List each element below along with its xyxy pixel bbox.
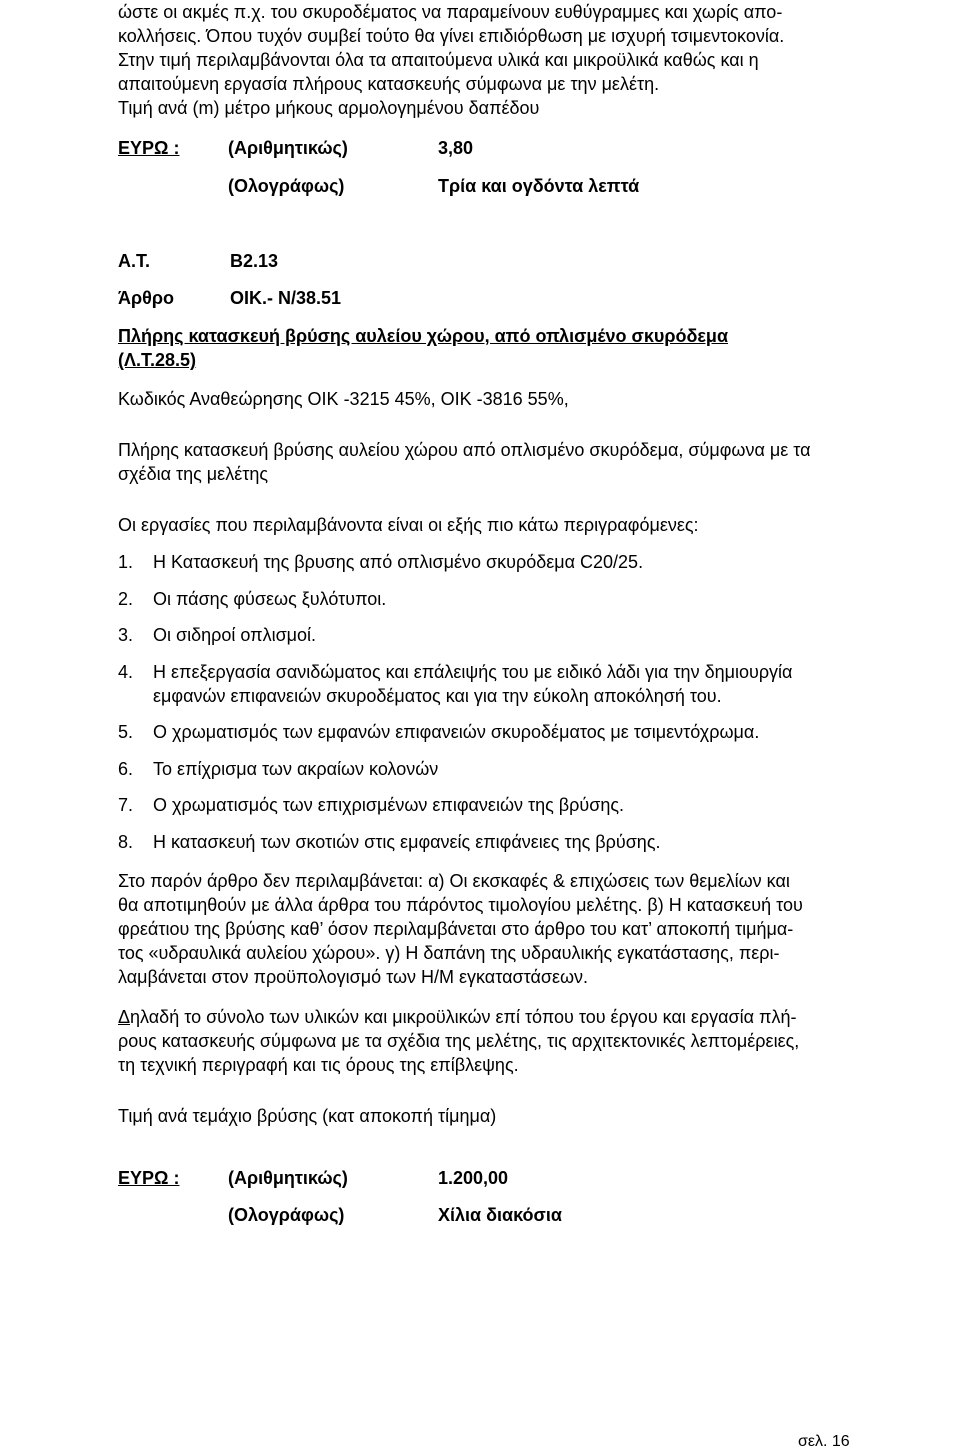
- price-words-row: [118, 1203, 954, 1227]
- list-number: 4.: [118, 662, 134, 682]
- article-at-row: [118, 249, 954, 273]
- article-title: [118, 324, 954, 372]
- list-item: [118, 830, 954, 854]
- article-title-line: Πλήρης κατασκευή βρύσης αυλείου χώρου, από οπλισμένο σκυρόδεμα: [118, 326, 729, 346]
- list-number: 7.: [118, 795, 134, 815]
- page-number: σελ. 16: [798, 1433, 850, 1450]
- list-text: Η κατασκευή των σκοτιών στις εμφανείς επιφάνειες της βρύσης.: [153, 832, 661, 852]
- currency-label: ΕΥΡΩ :: [118, 138, 180, 158]
- price-numeric-row: [118, 1166, 954, 1190]
- exclusions-paragraph: [118, 869, 954, 989]
- revision-code: Κωδικός Αναθεώρησης ΟΙΚ -3215 45%, ΟΙΚ -3816 55%,: [118, 389, 569, 409]
- numeric-value: 1.200,00: [438, 1168, 509, 1188]
- list-item: [118, 793, 954, 817]
- unit-price-text: Τιμή ανά (m) μέτρο μήκους αρμολογημένου δαπέδου: [118, 98, 540, 118]
- article-number-row: [118, 286, 954, 310]
- price-numeric-row: [118, 136, 954, 160]
- intro-line: Στην τιμή περιλαμβάνονται όλα τα απαιτούμενα υλικά και μικροϋλικά καθώς και η: [118, 50, 759, 70]
- description-line: σχέδια της μελέτης: [118, 464, 269, 484]
- intro-paragraph: [118, 0, 954, 120]
- summary-line: τη τεχνική περιγραφή και τις όρους της επίβλεψης.: [118, 1055, 519, 1075]
- list-text: Οι πάσης φύσεως ξυλότυποι.: [153, 589, 387, 609]
- intro-line: απαιτούμενη εργασία πλήρους κατασκευής σύμφωνα με την μελέτη.: [118, 74, 660, 94]
- list-item: [118, 757, 954, 781]
- list-number: 8.: [118, 832, 134, 852]
- list-item: [118, 623, 954, 647]
- list-number: 2.: [118, 589, 134, 609]
- list-item: [118, 587, 954, 611]
- list-text: Ο χρωματισμός των επιχρισμένων επιφανειών της βρύσης.: [153, 795, 625, 815]
- at-value: Β2.13: [230, 251, 279, 271]
- article-title-line: (Λ.Τ.28.5): [118, 350, 197, 370]
- exclusions-line: φρεάτιου της βρύσης καθ’ όσον περιλαμβάνεται στο άρθρο του κατ’ αποκοπή τιμήμα-: [118, 919, 794, 939]
- numeric-value: 3,80: [438, 138, 474, 158]
- list-text: Η επεξεργασία σανιδώματος και επάλειψής του με ειδικό λάδι για την δημιουργία: [153, 662, 793, 682]
- words-label: (Ολογράφως): [228, 1205, 345, 1225]
- summary-initial: Δ: [118, 1007, 131, 1027]
- list-item: [118, 550, 954, 574]
- list-number: 6.: [118, 759, 134, 779]
- works-intro: Οι εργασίες που περιλαμβάνοντα είναι οι εξής πιο κάτω περιγραφόμενες:: [118, 515, 699, 535]
- list-text: Ο χρωματισμός των εμφανών επιφανειών σκυροδέματος με τσιμεντόχρωμα.: [153, 722, 760, 742]
- summary-line: [118, 1005, 954, 1029]
- at-label: Α.Τ.: [118, 251, 151, 271]
- article-label: Άρθρο: [118, 288, 174, 308]
- exclusions-line: Στο παρόν άρθρο δεν περιλαμβάνεται: α) Οι εκσκαφές & επιχώσεις των θεμελίων και: [118, 871, 790, 891]
- list-item: [118, 720, 954, 744]
- list-number: 1.: [118, 552, 134, 572]
- list-text: Η Κατασκευή της βρυσης από οπλισμένο σκυρόδεμα C20/25.: [153, 552, 644, 572]
- summary-line: ρους κατασκευής σύμφωνα με τα σχέδια της μελέτης, τις αρχιτεκτονικές λεπτομέρειες,: [118, 1031, 800, 1051]
- list-number: 5.: [118, 722, 134, 742]
- words-value: Χίλια διακόσια: [438, 1205, 562, 1225]
- description-paragraph: [118, 438, 954, 486]
- intro-line: ώστε οι ακμές π.χ. του σκυροδέματος να παραμείνουν ευθύγραμμες και χωρίς απο-: [118, 2, 783, 22]
- summary-line-rest: ηλαδή το σύνολο των υλικών και μικροϋλικών επί τόπου του έργου και εργασία πλή-: [130, 1007, 797, 1027]
- list-text-continued: εμφανών επιφανειών σκυροδέματος και για την εύκολη αποκόλησή του.: [153, 686, 722, 706]
- price-words-row: [118, 174, 954, 198]
- exclusions-line: τος «υδραυλικά αυλείου χώρου». γ) Η δαπάνη της υδραυλικής εγκατάστασης, περι-: [118, 943, 780, 963]
- intro-line: κολλήσεις. Όπου τυχόν συμβεί τούτο θα γίνει επιδιόρθωση με ισχυρή τσιμεντοκονία.: [118, 26, 785, 46]
- currency-label: ΕΥΡΩ :: [118, 1168, 180, 1188]
- exclusions-line: λαμβάνεται στον προϋπολογισμό των Η/Μ εγκαταστάσεων.: [118, 967, 589, 987]
- numeric-label: (Αριθμητικώς): [228, 1168, 348, 1188]
- words-value: Τρία και ογδόντα λεπτά: [438, 176, 640, 196]
- description-line: Πλήρης κατασκευή βρύσης αυλείου χώρου από οπλισμένο σκυρόδεμα, σύμφωνα με τα: [118, 440, 811, 460]
- summary-paragraph: [118, 1005, 954, 1077]
- numeric-label: (Αριθμητικώς): [228, 138, 348, 158]
- words-label: (Ολογράφως): [228, 176, 345, 196]
- list-text: Το επίχρισμα των ακραίων κολονών: [153, 759, 439, 779]
- article-value: ΟΙΚ.- Ν/38.51: [230, 288, 342, 308]
- exclusions-line: θα αποτιμηθούν με άλλα άρθρα του πάρόντος τιμολογίου μελέτης. β) Η κατασκευή του: [118, 895, 803, 915]
- list-item: [118, 660, 954, 708]
- unit-price-text: Τιμή ανά τεμάχιο βρύσης (κατ αποκοπή τίμημα): [118, 1106, 497, 1126]
- list-number: 3.: [118, 625, 134, 645]
- list-text: Οι σιδηροί οπλισμοί.: [153, 625, 317, 645]
